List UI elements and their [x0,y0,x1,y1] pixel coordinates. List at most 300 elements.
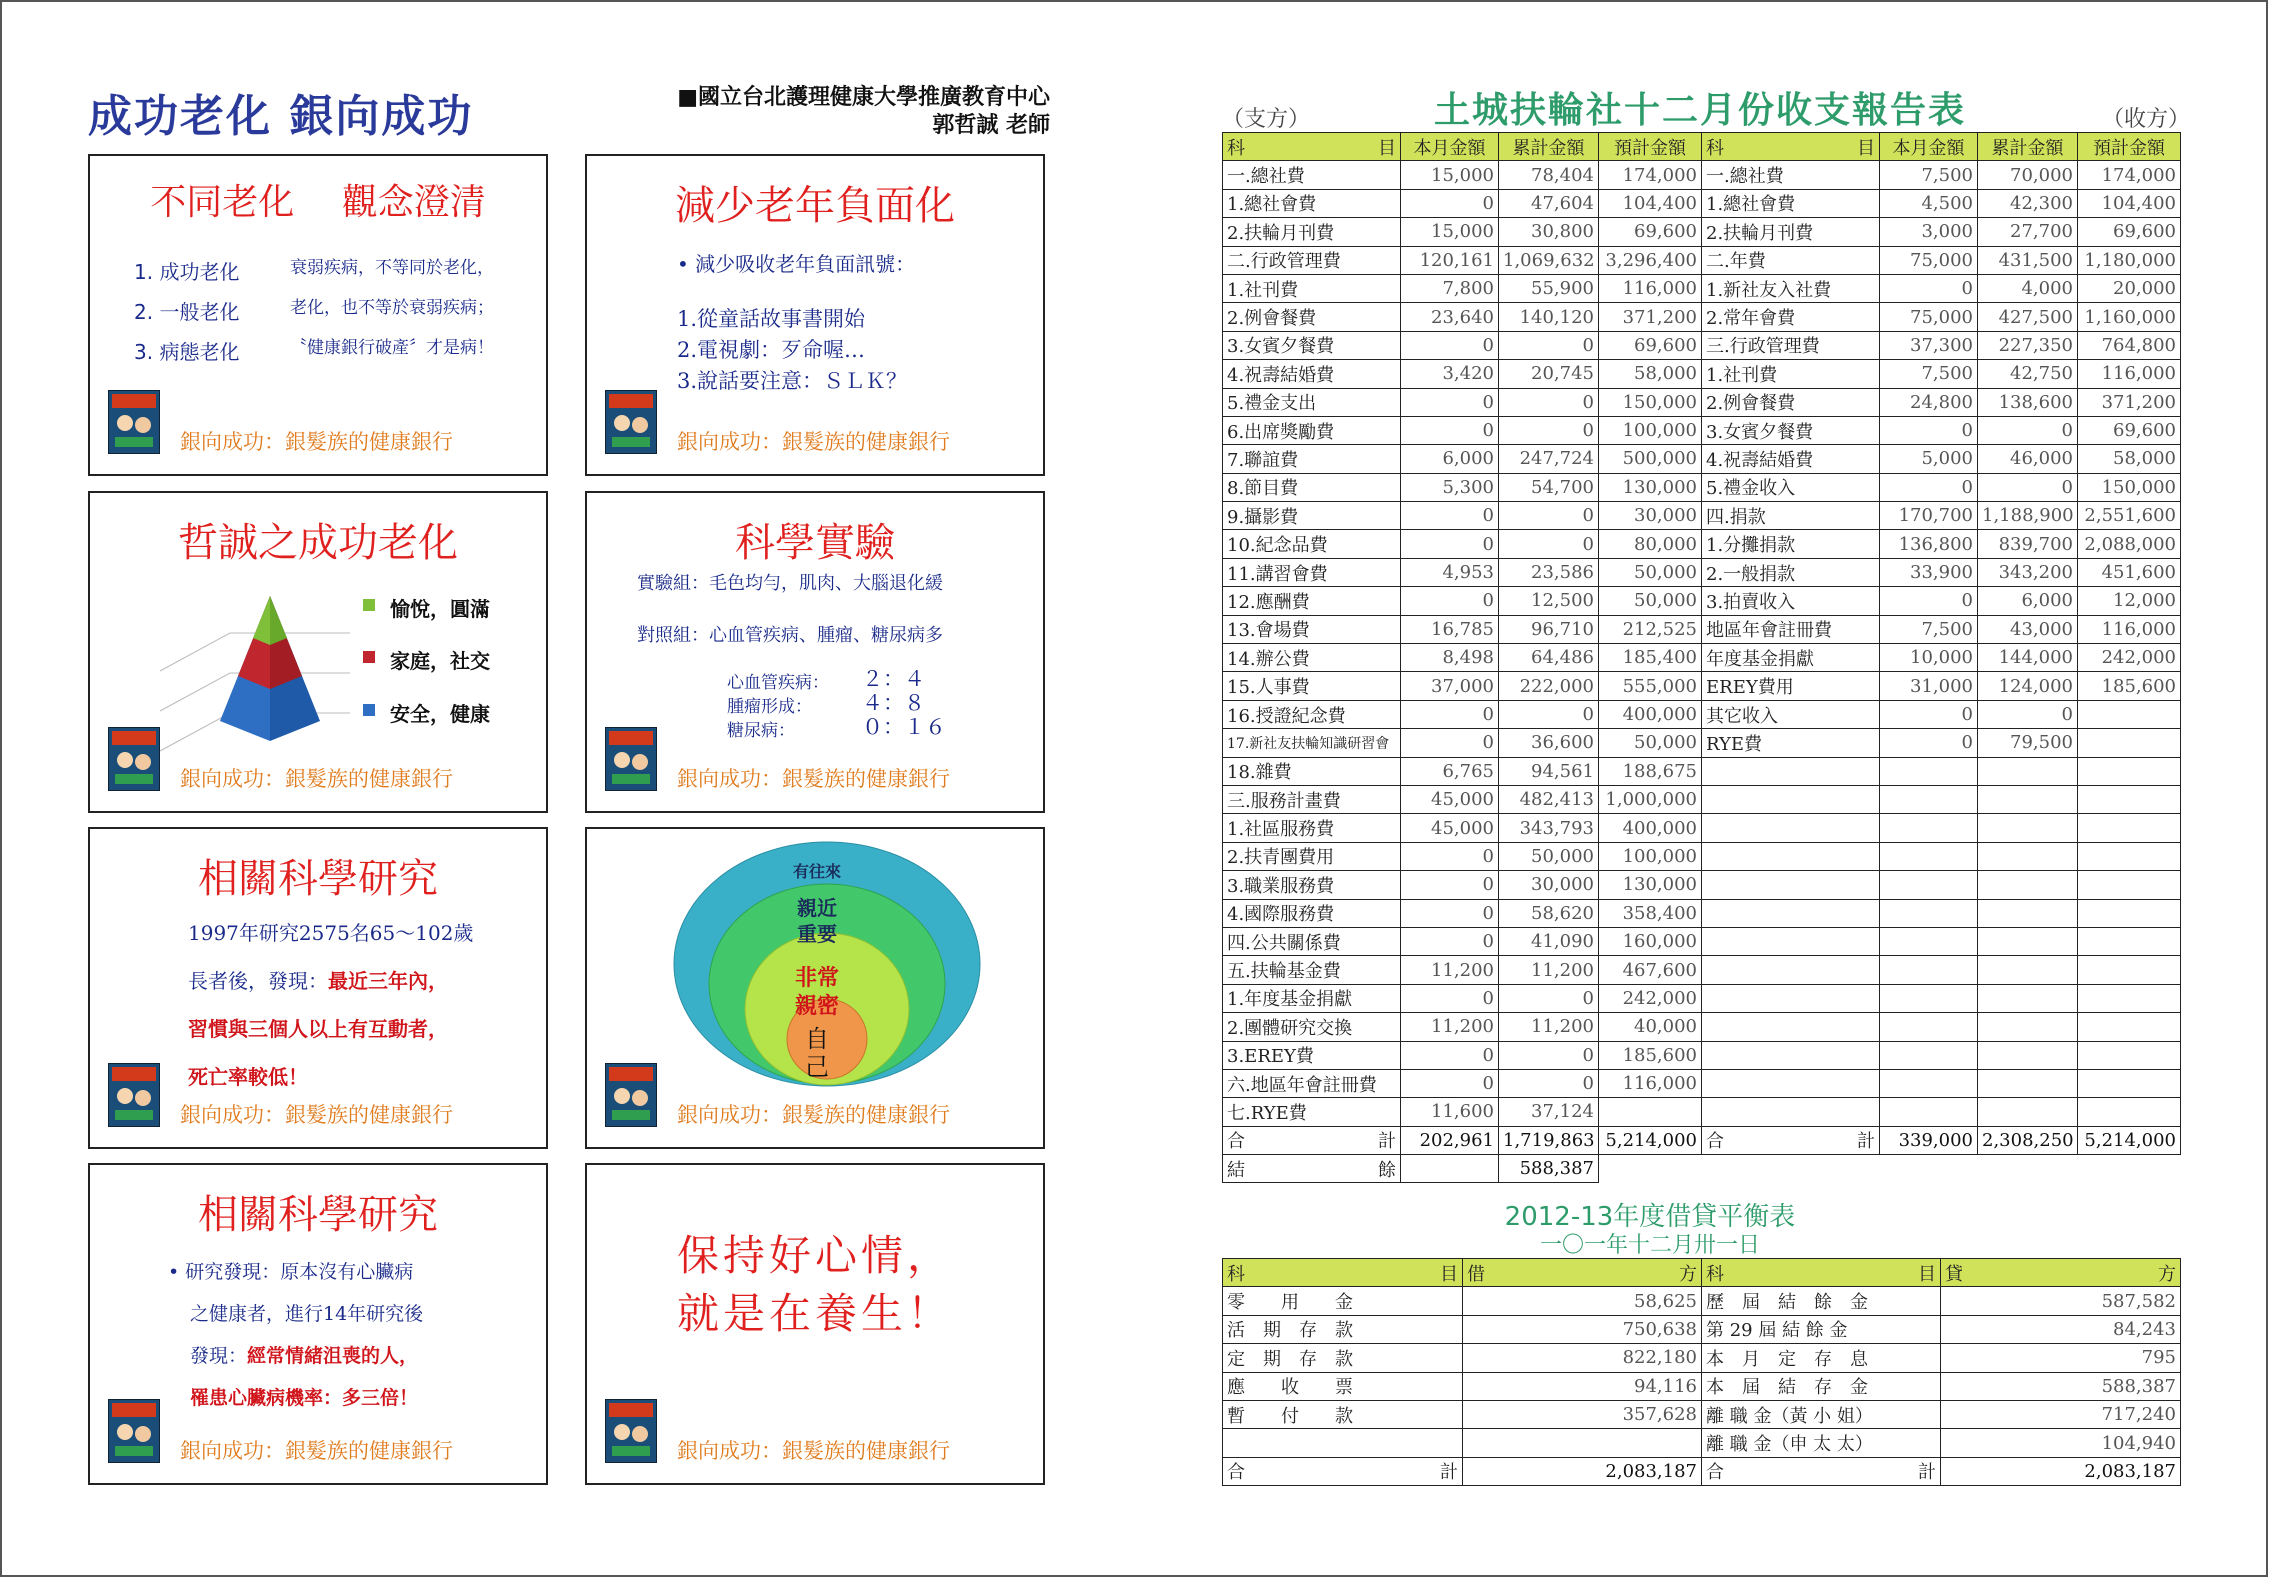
list-item: 3.說話要注意：ＳＬＫ？ [677,369,908,393]
amount-cell: 0 [1401,388,1499,416]
row-label: 2.常年會費 [1702,303,1880,331]
stat-value: ０：１６ [862,715,946,739]
slide-footer: 銀向成功：銀髮族的健康銀行 [180,767,453,791]
row-label: 9.攝影費 [1223,502,1401,530]
amount-cell: 12,000 [2078,587,2181,615]
slide-1 [88,154,548,476]
row-label: 三.服務計畫費 [1223,785,1401,813]
amount-cell: 140,120 [1499,303,1599,331]
amount-cell: 79,500 [1978,729,2078,757]
debit-amount: 58,625 [1463,1287,1702,1315]
amount-cell: 431,500 [1978,246,2078,274]
table-row [1223,445,2181,473]
row-label: 地區年會註冊費 [1702,615,1880,643]
table-row [1223,1315,2181,1343]
credit-account: 離 職 金（黃 小 姐） [1702,1400,1941,1428]
amount-cell: 371,200 [2078,388,2181,416]
table-row [1223,218,2181,246]
amount-cell: 15,000 [1401,161,1499,189]
slide-footer: 銀向成功：銀髮族的健康銀行 [180,1103,453,1127]
column-header: 科 目 [1223,133,1401,161]
slide-title: 哲誠之成功老化 [178,520,458,566]
slide-line: 對照組：心血管疾病、腫瘤、糖尿病多 [637,625,943,646]
table-row [1223,899,2181,927]
table-row [1223,1287,2181,1315]
table-row [1223,672,2181,700]
amount-cell: 185,600 [1599,1041,1702,1069]
row-label: 2.例會餐費 [1702,388,1880,416]
slide-footer: 銀向成功：銀髮族的健康銀行 [677,1103,950,1127]
amount-cell: 46,000 [1978,445,2078,473]
amount-cell: 30,000 [1499,871,1599,899]
amount-cell: 4,500 [1880,189,1978,217]
row-label: 12.應酬費 [1223,587,1401,615]
amount-cell: 0 [1401,729,1499,757]
book-cover-icon [605,390,657,454]
column-header: 累計金額 [1499,133,1599,161]
amount-cell: 10,000 [1880,644,1978,672]
table-row [1223,785,2181,813]
amount-cell: 104,400 [2078,189,2181,217]
row-label: 13.會場費 [1223,615,1401,643]
amount-cell: 7,500 [1880,161,1978,189]
amount-cell: 0 [1880,729,1978,757]
column-header: 本月金額 [1880,133,1978,161]
amount-cell: 45,000 [1401,814,1499,842]
row-label: 17.新社友扶輪知識研習會 [1223,729,1401,757]
amount-cell: 0 [1401,1069,1499,1097]
row-label: 5.禮金支出 [1223,388,1401,416]
amount-cell: 23,640 [1401,303,1499,331]
amount-cell: 50,000 [1599,729,1702,757]
total-value: 5,214,000 [2078,1126,2181,1154]
amount-cell: 371,200 [1599,303,1702,331]
ring-text: 己 [805,1053,829,1081]
total-value: 2,308,250 [1978,1126,2078,1154]
slide-footer: 銀向成功：銀髮族的健康銀行 [677,767,950,791]
amount-cell: 55,900 [1499,274,1599,302]
amount-cell: 400,000 [1599,700,1702,728]
row-label: 14.辦公費 [1223,644,1401,672]
amount-cell: 1,188,900 [1978,502,2078,530]
row-label: 二.年費 [1702,246,1880,274]
amount-cell: 427,500 [1978,303,2078,331]
amount-cell: 212,525 [1599,615,1702,643]
amount-cell: 0 [1499,416,1599,444]
amount-cell: 70,000 [1978,161,2078,189]
lecturer-name: 郭哲誠 老師 [932,113,1050,138]
amount-cell [2078,729,2181,757]
legend-swatch [363,651,375,663]
column-header: 累計金額 [1978,133,2078,161]
amount-cell: 12,500 [1499,587,1599,615]
row-label: 3.職業服務費 [1223,871,1401,899]
amount-cell: 0 [1880,416,1978,444]
amount-cell: 0 [1880,700,1978,728]
table-row [1223,161,2181,189]
table-row [1223,360,2181,388]
stat-label: 心血管疾病： [727,673,829,693]
amount-cell: 20,745 [1499,360,1599,388]
ring-text: 自 [805,1025,829,1053]
column-header: 科 目 [1223,1259,1463,1287]
amount-cell: 75,000 [1880,246,1978,274]
amount-cell: 451,600 [2078,558,2181,586]
row-label: 15.人事費 [1223,672,1401,700]
amount-cell: 69,600 [2078,218,2181,246]
amount-cell: 227,350 [1978,331,2078,359]
amount-cell: 30,800 [1499,218,1599,246]
amount-cell: 174,000 [2078,161,2181,189]
credit-amount: 795 [1941,1344,2181,1372]
amount-cell: 0 [1978,700,2078,728]
legend-label: 愉悅，圓滿 [390,597,490,621]
credit-account: 本 屆 結 存 金 [1702,1372,1941,1400]
row-label: 6.出席獎勵費 [1223,416,1401,444]
report-title: 土城扶輪社十二月份收支報告表 [1433,90,1966,131]
row-label: 2.一般捐款 [1702,558,1880,586]
debit-total: 2,083,187 [1463,1457,1702,1485]
row-label: 1.年度基金捐獻 [1223,984,1401,1012]
note-line: 老化，也不等於衰弱疾病； [290,298,494,318]
row-label: 3.女賓夕餐費 [1702,416,1880,444]
slide-2 [585,154,1045,476]
amount-cell: 42,750 [1978,360,2078,388]
amount-cell: 0 [1978,416,2078,444]
amount-cell: 5,000 [1880,445,1978,473]
amount-cell: 0 [1401,587,1499,615]
amount-cell: 764,800 [2078,331,2181,359]
credit-amount: 717,240 [1941,1400,2181,1428]
amount-cell: 188,675 [1599,757,1702,785]
amount-cell: 0 [1401,700,1499,728]
row-label: 年度基金捐獻 [1702,644,1880,672]
column-header: 科 目 [1702,1259,1941,1287]
amount-cell: 69,600 [1599,218,1702,246]
amount-cell: 37,000 [1401,672,1499,700]
report-header-row [1223,133,2181,161]
table-row [1223,842,2181,870]
legend-label: 安全，健康 [390,702,490,726]
amount-cell: 11,600 [1401,1098,1499,1126]
amount-cell: 116,000 [2078,615,2181,643]
amount-cell: 0 [1401,502,1499,530]
row-label: 7.聯誼費 [1223,445,1401,473]
stat-label: 腫瘤形成： [727,697,812,717]
amount-cell [2078,700,2181,728]
amount-cell: 69,600 [1599,331,1702,359]
amount-cell: 78,404 [1499,161,1599,189]
table-row [1223,1098,2181,1126]
amount-cell: 150,000 [1599,388,1702,416]
expense-side-label: （支方） [1222,107,1311,132]
amount-cell: 16,785 [1401,615,1499,643]
amount-cell: 0 [1401,927,1499,955]
amount-cell: 50,000 [1599,558,1702,586]
slide-6 [585,827,1045,1149]
row-label: 2.扶青團費用 [1223,842,1401,870]
slide-line: 之健康者，進行14年研究後 [190,1303,424,1325]
amount-cell: 54,700 [1499,473,1599,501]
list-item: 3. 病態老化 [134,340,240,364]
amount-cell: 41,090 [1499,927,1599,955]
amount-cell: 4,953 [1401,558,1499,586]
amount-cell: 120,161 [1401,246,1499,274]
amount-cell: 64,486 [1499,644,1599,672]
slide-title: 相關科學研究 [198,856,438,902]
credit-amount: 587,582 [1941,1287,2181,1315]
amount-cell: 47,604 [1499,189,1599,217]
slide-5 [88,827,548,1149]
amount-cell: 37,300 [1880,331,1978,359]
table-row [1223,1400,2181,1428]
amount-cell: 0 [1499,1069,1599,1097]
total-value: 339,000 [1880,1126,1978,1154]
amount-cell: 130,000 [1599,871,1702,899]
stat-value: ４：８ [862,691,925,715]
amount-cell: 0 [1880,274,1978,302]
row-label: 2.例會餐費 [1223,303,1401,331]
row-label: RYE費 [1702,729,1880,757]
amount-cell: 0 [1499,700,1599,728]
row-label: 2.團體研究交換 [1223,1013,1401,1041]
slide-7 [88,1163,548,1485]
amount-cell: 58,000 [1599,360,1702,388]
surplus-row [1223,1155,2181,1183]
debit-amount [1463,1429,1702,1457]
row-label: 5.禮金收入 [1702,473,1880,501]
amount-cell: 11,200 [1401,956,1499,984]
income-side-label: （收方） [2102,107,2191,132]
amount-cell: 45,000 [1401,785,1499,813]
debit-account: 活 期 存 款 [1223,1315,1463,1343]
row-label: 三.行政管理費 [1702,331,1880,359]
total-value: 1,719,863 [1499,1126,1599,1154]
credit-account: 離 職 金（申 太 太） [1702,1429,1941,1457]
balance-table [1222,1258,2181,1486]
row-label: 8.節目費 [1223,473,1401,501]
slide-footer: 銀向成功：銀髮族的健康銀行 [180,430,453,454]
credit-amount: 84,243 [1941,1315,2181,1343]
debit-amount: 750,638 [1463,1315,1702,1343]
row-label: 4.國際服務費 [1223,899,1401,927]
amount-cell: 7,800 [1401,274,1499,302]
row-label: 1.總社會費 [1223,189,1401,217]
row-label: 2.扶輪月刊費 [1702,218,1880,246]
slide-footer: 銀向成功：銀髮族的健康銀行 [180,1439,453,1463]
amount-cell: 0 [1499,530,1599,558]
slide-notes [290,248,494,368]
slide-bullet: • 減少吸收老年負面訊號： [677,252,916,276]
ring-label-middle [587,895,1045,947]
row-label: 16.授證紀念費 [1223,700,1401,728]
amount-cell: 170,700 [1880,502,1978,530]
row-label: 3.女賓夕餐費 [1223,331,1401,359]
row-label: 11.講習會費 [1223,558,1401,586]
table-row [1223,502,2181,530]
column-header: 本月金額 [1401,133,1499,161]
amount-cell: 0 [1978,473,2078,501]
debit-account: 暫 付 款 [1223,1400,1463,1428]
amount-cell: 3,296,400 [1599,246,1702,274]
amount-cell: 0 [1401,899,1499,927]
amount-cell: 482,413 [1499,785,1599,813]
row-label: 2.扶輪月刊費 [1223,218,1401,246]
table-row [1223,558,2181,586]
row-label: 二.行政管理費 [1223,246,1401,274]
total-label: 合 計 [1702,1126,1880,1154]
amount-cell: 2,088,000 [2078,530,2181,558]
amount-cell: 80,000 [1599,530,1702,558]
amount-cell: 0 [1401,530,1499,558]
institution-name: ■國立台北護理健康大學推廣教育中心 [677,85,1050,110]
amount-cell: 0 [1401,842,1499,870]
table-row [1223,757,2181,785]
debit-account [1223,1429,1463,1457]
table-row [1223,1069,2181,1097]
slide-3 [88,491,548,813]
amount-cell: 30,000 [1599,502,1702,530]
slide-title: 相關科學研究 [198,1192,438,1238]
amount-cell: 3,000 [1880,218,1978,246]
amount-cell: 15,000 [1401,218,1499,246]
amount-cell: 160,000 [1599,927,1702,955]
amount-cell: 7,500 [1880,360,1978,388]
column-header: 預計金額 [1599,133,1702,161]
column-header: 科 目 [1702,133,1880,161]
amount-cell: 0 [1499,388,1599,416]
row-label: 1.分攤捐款 [1702,530,1880,558]
amount-cell: 0 [1499,502,1599,530]
table-row [1223,1372,2181,1400]
amount-cell: 0 [1499,1041,1599,1069]
slide-headline: 就是在養生！ [676,1289,953,1338]
total-row [1223,1126,2181,1154]
amount-cell: 1,000,000 [1599,785,1702,813]
ring-label-inner [587,965,1045,1021]
amount-cell: 43,000 [1978,615,2078,643]
amount-cell: 0 [1499,331,1599,359]
amount-cell: 0 [1401,331,1499,359]
highlight-text: 最近三年內， [328,969,448,993]
debit-amount: 822,180 [1463,1344,1702,1372]
book-cover-icon [108,727,160,791]
balance-header-row [1223,1259,2181,1287]
balance-body [1223,1287,2181,1457]
row-label: EREY費用 [1702,672,1880,700]
row-label: 4.祝壽結婚費 [1223,360,1401,388]
book-cover-icon [605,1063,657,1127]
table-row [1223,871,2181,899]
text-span: 發現： [190,1345,248,1367]
slide-4 [585,491,1045,813]
institution-block [650,84,1050,140]
table-row [1223,587,2181,615]
amount-cell: 343,200 [1978,558,2078,586]
table-row [1223,956,2181,984]
amount-cell: 0 [1880,587,1978,615]
slide-line: 實驗組：毛色均勻，肌肉、大腦退化緩 [637,573,943,594]
amount-cell: 94,561 [1499,757,1599,785]
amount-cell: 3,420 [1401,360,1499,388]
book-cover-icon [108,390,160,454]
list-item: 1.從童話故事書開始 [677,307,866,331]
amount-cell: 11,200 [1401,1013,1499,1041]
amount-cell: 6,000 [1401,445,1499,473]
credit-amount: 104,940 [1941,1429,2181,1457]
book-cover-icon [605,1399,657,1463]
slide-list [677,304,907,397]
debit-account: 定 期 存 款 [1223,1344,1463,1372]
amount-cell: 58,620 [1499,899,1599,927]
table-row [1223,189,2181,217]
amount-cell: 8,498 [1401,644,1499,672]
balance-total-row [1223,1457,2181,1485]
credit-amount: 588,387 [1941,1372,2181,1400]
highlight-text: 經常情緒沮喪的人， [247,1345,419,1367]
table-row [1223,274,2181,302]
amount-cell: 58,000 [2078,445,2181,473]
table-row [1223,246,2181,274]
ring-text: 重要 [797,922,837,946]
table-row [1223,1344,2181,1372]
highlight-line: 罹患心臟病機率：多三倍！ [190,1387,419,1409]
row-label: 一.總社費 [1702,161,1880,189]
amount-cell: 0 [1401,189,1499,217]
balance-date: 一〇一年十二月卅一日 [1539,1233,1760,1258]
slide-headline: 保持好心情， [676,1231,953,1280]
ring-text: 親近 [797,896,837,920]
table-row [1223,388,2181,416]
highlight-line: 死亡率較低！ [188,1065,308,1089]
book-cover-icon [108,1063,160,1127]
amount-cell: 242,000 [2078,644,2181,672]
slide-title: 不同老化 觀念澄清 [150,182,486,223]
amount-cell: 174,000 [1599,161,1702,189]
amount-cell: 50,000 [1599,587,1702,615]
amount-cell: 116,000 [1599,1069,1702,1097]
book-cover-icon [108,1399,160,1463]
amount-cell: 0 [1880,473,1978,501]
amount-cell: 1,180,000 [2078,246,2181,274]
amount-cell [1599,1098,1702,1126]
total-label: 合 計 [1702,1457,1941,1485]
legend-label: 家庭，社交 [390,649,490,673]
report-body [1223,161,2181,1126]
credit-account: 第 29 屆 結 餘 金 [1702,1315,1941,1343]
amount-cell: 222,000 [1499,672,1599,700]
amount-cell: 2,551,600 [2078,502,2181,530]
total-value: 202,961 [1401,1126,1499,1154]
column-header: 借 方 [1463,1259,1702,1287]
amount-cell: 37,124 [1499,1098,1599,1126]
amount-cell: 27,700 [1978,218,2078,246]
amount-cell: 242,000 [1599,984,1702,1012]
surplus-value: 588,387 [1499,1155,1599,1183]
amount-cell: 400,000 [1599,814,1702,842]
amount-cell: 36,600 [1499,729,1599,757]
amount-cell: 116,000 [1599,274,1702,302]
row-label: 一.總社費 [1223,161,1401,189]
row-label: 18.雜費 [1223,757,1401,785]
row-label: 1.社刊費 [1223,274,1401,302]
ring-text: 親密 [794,994,839,1019]
table-row [1223,1013,2181,1041]
table-row [1223,473,2181,501]
row-label: 1.總社會費 [1702,189,1880,217]
list-item: 2. 一般老化 [134,300,240,324]
table-row [1223,615,2181,643]
